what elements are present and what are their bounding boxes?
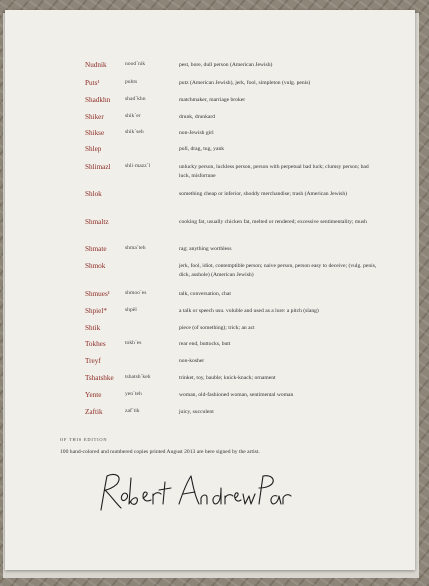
entry-definition: rag; anything worthless <box>179 246 232 252</box>
entry-pronunciation: shik´er <box>125 113 141 119</box>
entry-definition: unlucky person, luckless person, person with perpetual bad luck; clumsy person; bad luck, misfortune <box>179 164 369 179</box>
entry-term: Shlok <box>85 190 102 198</box>
entry-definition: juicy, succulent <box>179 409 214 415</box>
entry-term: Zaftik <box>85 408 103 416</box>
entry-definition: putz (American Jewish), jerk, fool, simpleton (vulg. penis) <box>179 80 311 86</box>
entry-definition: pest, bore, dull person (American Jewish) <box>179 62 273 68</box>
entry-definition: something cheap or inferior, shoddy merchandise; trash (American Jewish) <box>179 191 348 197</box>
entry-definition: cooking fat, usually chicken fat, melted or rendered; excessive sentimentality; mush <box>179 219 367 225</box>
entry-term: Shmues¹ <box>85 290 110 298</box>
edition-heading: OF THIS EDITION <box>60 437 108 442</box>
entry-pronunciation: shpēl <box>125 307 137 313</box>
entry-pronunciation: tshatsh´keh <box>125 374 151 380</box>
entry-definition: a talk or speech usu. voluble and used as a lure: a pitch (slang) <box>179 308 319 314</box>
entry-definition: non-Jewish girl <box>179 130 214 136</box>
entry-definition: matchmaker, marriage broker <box>179 97 246 103</box>
entry-definition: piece (of something); trick; an act <box>179 325 255 331</box>
entry-term: Shpiel* <box>85 307 107 315</box>
entry-term: Tokhes <box>85 340 106 348</box>
entry-pronunciation: shli·mazz´l <box>125 163 151 169</box>
entry-term: Shadkhn <box>85 96 111 104</box>
entry-pronunciation: nood´nik <box>125 61 146 67</box>
entry-pronunciation: shma´teh <box>125 245 146 251</box>
entry-term: Shlimazl <box>85 163 111 171</box>
entry-term: Shmaltz <box>85 218 109 226</box>
entry-term: Tshatshke <box>85 374 114 382</box>
entry-term: Puts¹ <box>85 79 100 87</box>
entry-definition: pull, drag, tug, yank <box>179 146 225 152</box>
entry-term: Shikse <box>85 129 105 137</box>
artist-signature <box>93 468 293 516</box>
entry-term: Shmok <box>85 262 106 270</box>
entry-pronunciation: yen´teh <box>125 391 142 397</box>
edition-statement: 100 hand-colored and numbered copies printed August 2013 are here signed by the artist. <box>60 449 260 455</box>
entry-definition: rear end, buttocks, butt <box>179 341 231 347</box>
entry-term: Yente <box>85 391 102 399</box>
entry-definition: trinket, toy, bauble; knick-knack; ornament <box>179 375 276 381</box>
entry-term: Shiker <box>85 113 104 121</box>
entry-term: Shlep <box>85 145 102 153</box>
entry-pronunciation: tokh´es <box>125 340 142 346</box>
entry-pronunciation: puhts <box>125 79 138 85</box>
entry-definition: jerk, fool, idiot, contemptible person; naive person, person easy to deceive; (vulg. penis, dick, asshole) (American Jewish) <box>179 263 377 278</box>
entry-definition: drunk, drunkard <box>179 114 216 120</box>
entry-definition: non-kosher <box>179 358 205 364</box>
entry-pronunciation: shad´khn <box>125 96 146 102</box>
paper-page <box>5 10 415 570</box>
entry-term: Shmate <box>85 245 107 253</box>
entry-pronunciation: zaf´tik <box>125 408 140 414</box>
entry-pronunciation: shmoo´es <box>125 290 147 296</box>
entry-definition: woman, old-fashioned woman, sentimental woman <box>179 392 294 398</box>
entry-pronunciation: shik´seh <box>125 129 144 135</box>
entry-term: Nudnik <box>85 61 107 69</box>
entry-definition: talk, conversation, chat <box>179 291 231 297</box>
entry-term: Shtik <box>85 324 101 332</box>
entry-term: Treyf <box>85 357 101 365</box>
